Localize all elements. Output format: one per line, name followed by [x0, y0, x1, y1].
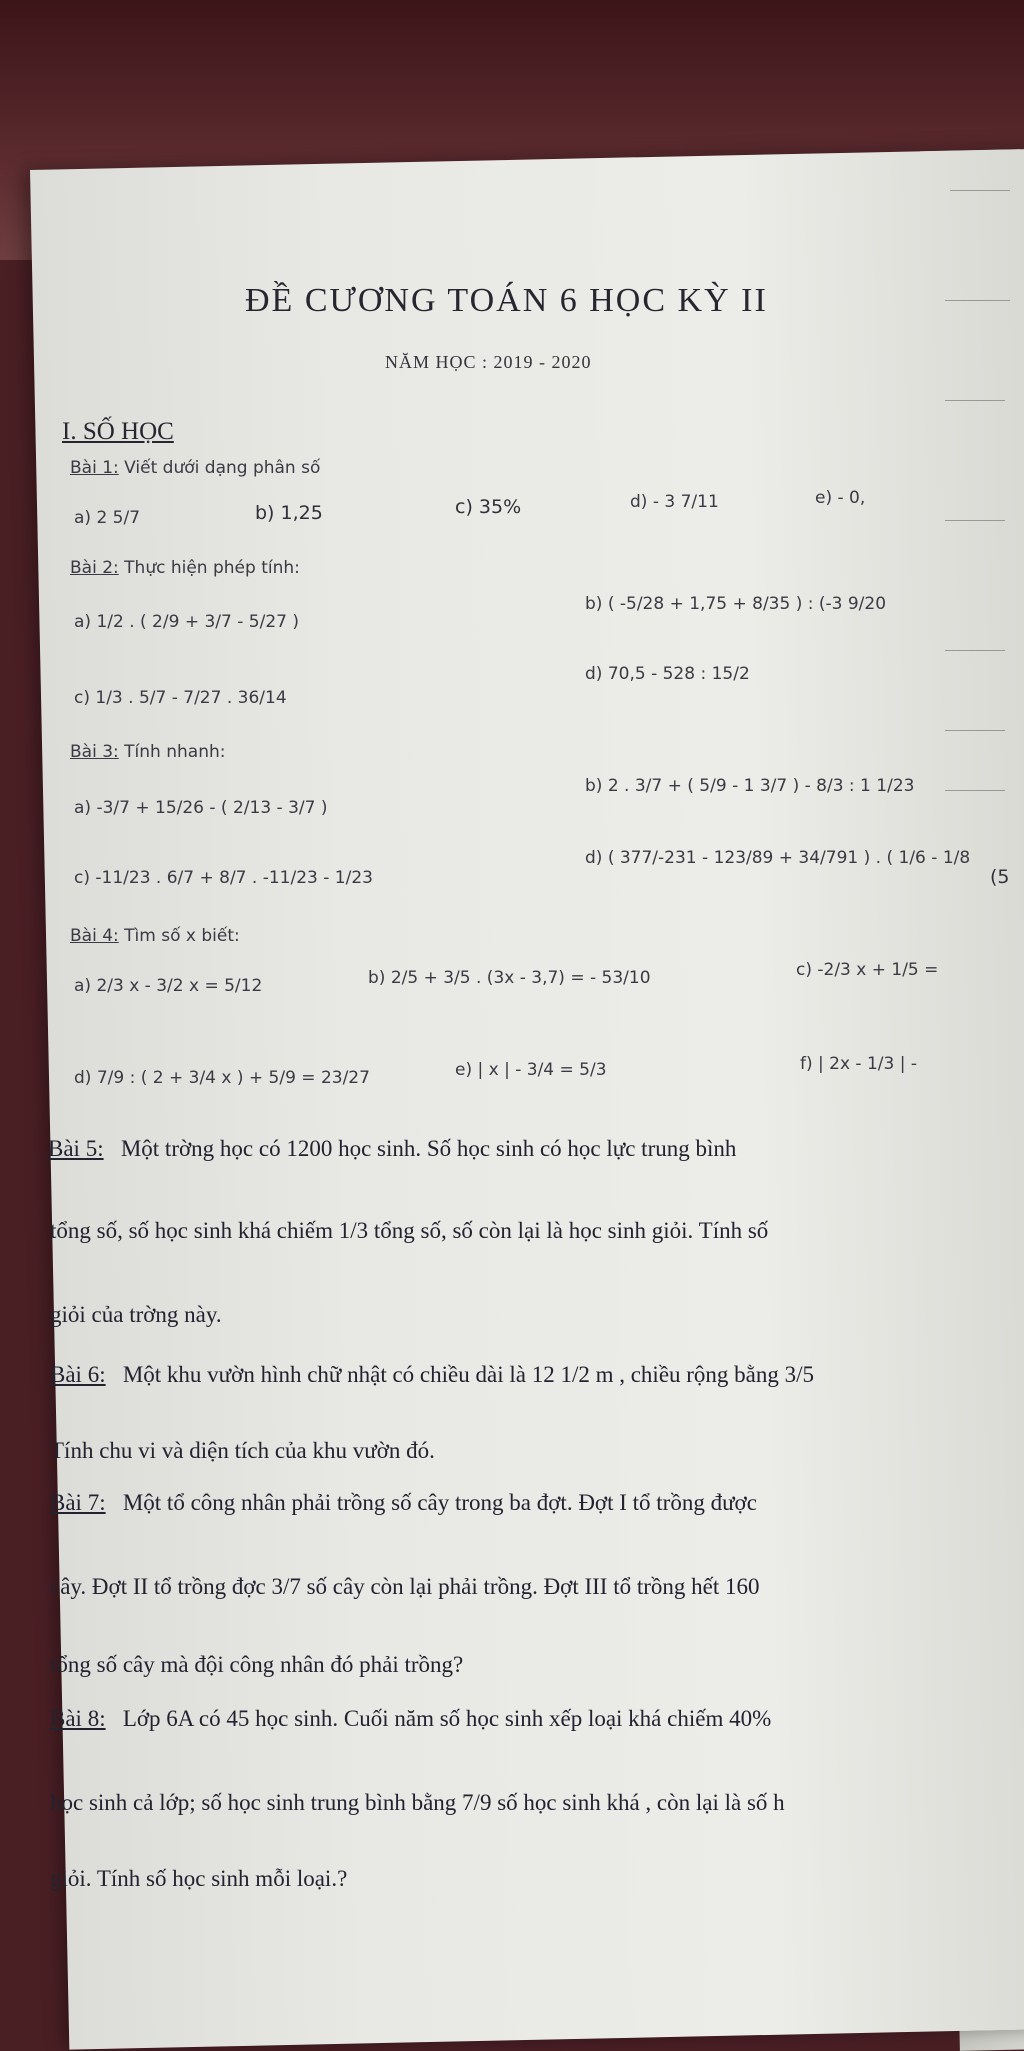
bai4-item-e: e) | x | - 3/4 = 5/3 — [455, 1060, 607, 1080]
bai4-heading — [70, 926, 240, 946]
margin-dash — [945, 520, 1005, 521]
bai6-text-1: Một khu vườn hình chữ nhật có chiều dài là 12 1/2 m , chiều rộng bằng 3/5 — [122, 1362, 815, 1387]
bai1-prompt: Viết dưới dạng phân số — [124, 458, 321, 478]
bai1-item-a: a) 2 5/7 — [74, 508, 141, 528]
bai1-item-c: c) 35% — [455, 496, 522, 518]
bai4-prompt: Tìm số x biết: — [124, 926, 240, 946]
bai8-line-2: học sinh cả lớp; số học sinh trung bình bằng 7/9 số học sinh khá , còn lại là số h — [50, 1790, 785, 1815]
bai5-label: Bài 5: — [48, 1136, 104, 1161]
bai3-item-a: a) -3/7 + 15/26 - ( 2/13 - 3/7 ) — [74, 798, 328, 818]
bai2-item-b: b) ( -5/28 + 1,75 + 8/35 ) : (-3 9/20 — [585, 594, 887, 614]
margin-dash — [945, 400, 1005, 401]
bai1-heading — [70, 458, 320, 478]
bai4-item-a: a) 2/3 x - 3/2 x = 5/12 — [74, 976, 263, 996]
bai7-label: Bài 7: — [50, 1490, 106, 1515]
bai7-text-1: Một tổ công nhân phải trồng số cây trong ba đợt. Đợt I tổ trồng được — [122, 1490, 757, 1515]
bai1-item-e: e) - 0, — [815, 488, 866, 508]
bai8-label: Bài 8: — [50, 1706, 106, 1731]
bai8-text-1: Lớp 6A có 45 học sinh. Cuối năm số học sinh xếp loại khá chiếm 40% — [122, 1706, 772, 1731]
margin-dash — [950, 190, 1010, 191]
bai4-label: Bài 4: — [70, 926, 119, 946]
bai3-label: Bài 3: — [70, 742, 119, 762]
bai3-item-c: c) -11/23 . 6/7 + 8/7 . -11/23 - 1/23 — [74, 868, 373, 888]
margin-dash — [945, 300, 1010, 301]
bai1-item-d: d) - 3 7/11 — [630, 492, 719, 512]
bai8-line-3: giỏi. Tính số học sinh mỗi loại.? — [50, 1866, 348, 1891]
bai3-item-b: b) 2 . 3/7 + ( 5/9 - 1 3/7 ) - 8/3 : 1 1/23 — [585, 776, 915, 796]
bai3-heading — [70, 742, 225, 762]
bai6-label: Bài 6: — [50, 1362, 106, 1387]
bai4-item-b: b) 2/5 + 3/5 . (3x - 3,7) = - 53/10 — [368, 968, 651, 988]
school-year: NĂM HỌC : 2019 - 2020 — [385, 352, 592, 372]
bai3-item-d: d) ( 377/-231 - 123/89 + 34/791 ) . ( 1/6 - 1/8 — [585, 848, 971, 868]
bai7-line-3: tổng số cây mà đội công nhân đó phải trồng? — [50, 1652, 464, 1677]
section-heading: I. SỐ HỌC — [62, 418, 174, 445]
bai5-text-1: Một trờng học có 1200 học sinh. Số học sinh có học lực trung bình — [120, 1136, 737, 1161]
bai4-item-d: d) 7/9 : ( 2 + 3/4 x ) + 5/9 = 23/27 — [74, 1068, 370, 1088]
bai4-item-c: c) -2/3 x + 1/5 = — [796, 960, 939, 980]
bai2-item-a: a) 1/2 . ( 2/9 + 3/7 - 5/27 ) — [74, 612, 299, 632]
bai1-item-b: b) 1,25 — [255, 502, 323, 524]
bai2-label: Bài 2: — [70, 558, 119, 578]
margin-dash — [945, 790, 1005, 791]
bai1-label: Bài 1: — [70, 458, 119, 478]
bai3-prompt: Tính nhanh: — [124, 742, 226, 762]
bai2-item-c: c) 1/3 . 5/7 - 7/27 . 36/14 — [74, 688, 287, 708]
bai2-heading — [70, 558, 300, 578]
margin-dash — [945, 730, 1005, 731]
bai5-line-1 — [48, 1136, 736, 1162]
bai3-margin-note: (5 — [990, 866, 1010, 888]
bai7-line-1 — [50, 1490, 757, 1516]
bai2-item-d: d) 70,5 - 528 : 15/2 — [585, 664, 750, 684]
bai4-item-f: f) | 2x - 1/3 | - — [800, 1054, 917, 1074]
bai6-line-1 — [50, 1362, 814, 1388]
bai2-prompt: Thực hiện phép tính: — [124, 558, 300, 578]
page-title: ĐỀ CƯƠNG TOÁN 6 HỌC KỲ II — [245, 282, 768, 319]
bai7-line-2: cây. Đợt II tổ trồng đợc 3/7 số cây còn lại phải trồng. Đợt III tổ trồng hết 160 — [50, 1574, 760, 1599]
bai5-line-2: tổng số, số học sinh khá chiếm 1/3 tổng số, số còn lại là học sinh giỏi. Tính số — [50, 1218, 769, 1243]
margin-dash — [945, 650, 1005, 651]
bai8-line-1 — [50, 1706, 771, 1732]
bai5-line-3: giỏi của trờng này. — [50, 1302, 222, 1327]
bai6-line-2: Tính chu vi và diện tích của khu vườn đó. — [50, 1438, 435, 1463]
